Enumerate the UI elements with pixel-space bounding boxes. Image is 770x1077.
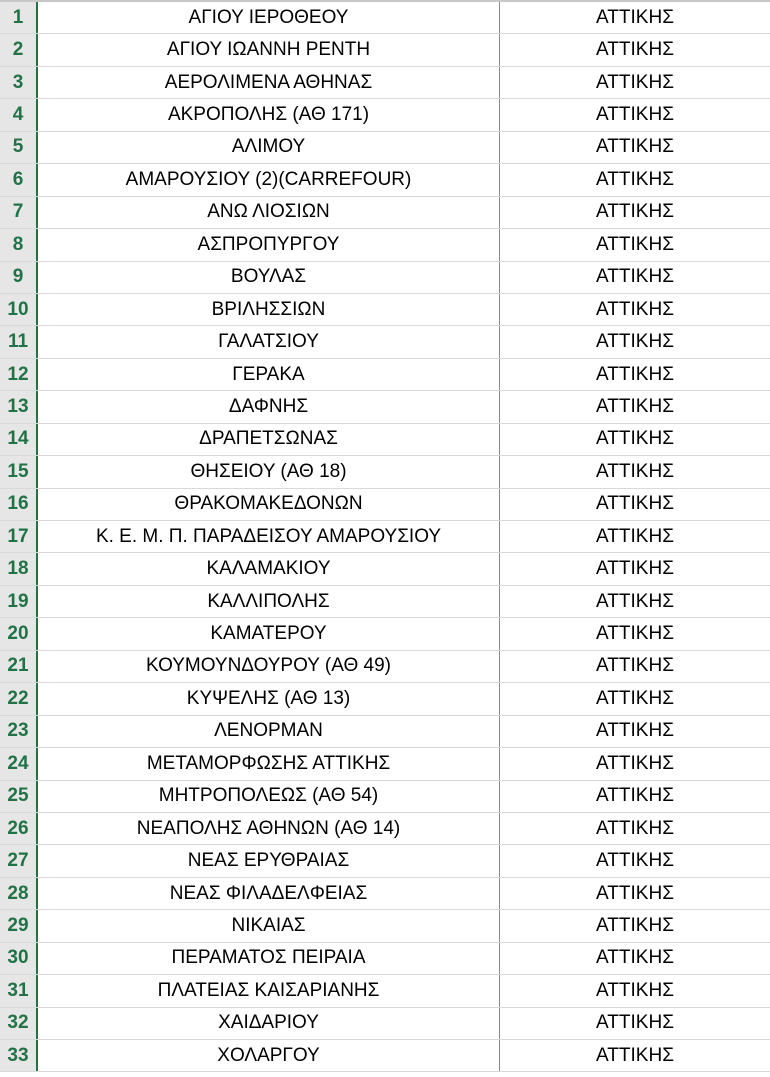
row-header[interactable]: 8 <box>0 229 38 260</box>
cell-station-name[interactable]: ΓΑΛΑΤΣΙΟΥ <box>38 326 500 357</box>
table-row <box>0 1040 770 1072</box>
row-header[interactable]: 6 <box>0 164 38 195</box>
cell-station-name[interactable]: ΘΡΑΚΟΜΑΚΕΔΟΝΩΝ <box>38 489 500 520</box>
cell-station-name[interactable]: ΚΑΛΑΜΑΚΙΟΥ <box>38 553 500 584</box>
cell-station-name[interactable]: ΠΛΑΤΕΙΑΣ ΚΑΙΣΑΡΙΑΝΗΣ <box>38 975 500 1006</box>
cell-region[interactable]: ΑΤΤΙΚΗΣ <box>596 720 674 742</box>
cell-station-name[interactable]: ΑΣΠΡΟΠΥΡΓΟΥ <box>38 229 500 260</box>
row-header[interactable]: 31 <box>0 975 38 1006</box>
cell-station-name[interactable]: ΘΗΣΕΙΟΥ (ΑΘ 18) <box>38 456 500 487</box>
table-row <box>0 359 770 391</box>
row-header[interactable]: 13 <box>0 391 38 422</box>
table-row <box>0 99 770 131</box>
row-header[interactable]: 28 <box>0 878 38 909</box>
table-row <box>0 424 770 456</box>
cell-station-name[interactable]: ΑΚΡΟΠΟΛΗΣ (ΑΘ 171) <box>38 99 500 130</box>
row-header[interactable]: 14 <box>0 424 38 455</box>
cell-station-name[interactable]: ΝΙΚΑΙΑΣ <box>38 910 500 941</box>
cell-station-name[interactable]: ΚΟΥΜΟΥΝΔΟΥΡΟΥ (ΑΘ 49) <box>38 651 500 682</box>
cell-region[interactable]: ΑΤΤΙΚΗΣ <box>596 298 674 320</box>
table-row <box>0 294 770 326</box>
cell-station-name[interactable]: ΔΑΦΝΗΣ <box>38 391 500 422</box>
table-row <box>0 229 770 261</box>
table-row <box>0 910 770 942</box>
cell-region[interactable]: ΑΤΤΙΚΗΣ <box>596 493 674 515</box>
row-header[interactable]: 15 <box>0 456 38 487</box>
row-header[interactable]: 16 <box>0 489 38 520</box>
row-header[interactable]: 27 <box>0 845 38 876</box>
cell-station-name[interactable]: ΑΜΑΡΟΥΣΙΟΥ (2)(CARREFOUR) <box>38 164 500 195</box>
cell-region[interactable]: ΑΤΤΙΚΗΣ <box>596 752 674 774</box>
table-row <box>0 132 770 164</box>
cell-region[interactable]: ΑΤΤΙΚΗΣ <box>596 233 674 255</box>
table-row <box>0 618 770 650</box>
row-header[interactable]: 20 <box>0 618 38 649</box>
row-header[interactable]: 30 <box>0 943 38 974</box>
row-header[interactable]: 21 <box>0 651 38 682</box>
row-header[interactable]: 25 <box>0 781 38 812</box>
table-row <box>0 197 770 229</box>
table-row <box>0 1008 770 1040</box>
cell-station-name[interactable]: ΠΕΡΑΜΑΤΟΣ ΠΕΙΡΑΙΑ <box>38 943 500 974</box>
cell-region[interactable]: ΑΤΤΙΚΗΣ <box>596 525 674 547</box>
row-header[interactable]: 24 <box>0 748 38 779</box>
table-row <box>0 34 770 66</box>
cell-region[interactable]: ΑΤΤΙΚΗΣ <box>596 363 674 385</box>
cell-region[interactable]: ΑΤΤΙΚΗΣ <box>596 655 674 677</box>
table-row <box>0 781 770 813</box>
cell-region[interactable]: ΑΤΤΙΚΗΣ <box>596 39 674 61</box>
table-row <box>0 716 770 748</box>
row-header[interactable]: 18 <box>0 553 38 584</box>
cell-region[interactable]: ΑΤΤΙΚΗΣ <box>596 817 674 839</box>
table-row <box>0 67 770 99</box>
cell-region[interactable]: ΑΤΤΙΚΗΣ <box>596 882 674 904</box>
row-header[interactable]: 1 <box>0 2 38 33</box>
table-row <box>0 521 770 553</box>
cell-station-name[interactable]: ΓΕΡΑΚΑ <box>38 359 500 390</box>
table-row <box>0 2 770 34</box>
cell-region[interactable]: ΑΤΤΙΚΗΣ <box>596 850 674 872</box>
table-row <box>0 553 770 585</box>
cell-region[interactable]: ΑΤΤΙΚΗΣ <box>596 1044 674 1066</box>
table-row <box>0 878 770 910</box>
row-header[interactable]: 19 <box>0 586 38 617</box>
table-row <box>0 586 770 618</box>
cell-station-name[interactable]: Κ. Ε. Μ. Π. ΠΑΡΑΔΕΙΣΟΥ ΑΜΑΡΟΥΣΙΟΥ <box>38 521 500 552</box>
cell-region[interactable]: ΑΤΤΙΚΗΣ <box>596 590 674 612</box>
row-header[interactable]: 32 <box>0 1008 38 1039</box>
row-header[interactable]: 9 <box>0 262 38 293</box>
cell-station-name[interactable]: ΝΕΑΠΟΛΗΣ ΑΘΗΝΩΝ (ΑΘ 14) <box>38 813 500 844</box>
table-row <box>0 651 770 683</box>
cell-station-name[interactable]: ΜΕΤΑΜΟΡΦΩΣΗΣ ΑΤΤΙΚΗΣ <box>38 748 500 779</box>
cell-region[interactable]: ΑΤΤΙΚΗΣ <box>596 460 674 482</box>
cell-station-name[interactable]: ΧΟΛΑΡΓΟΥ <box>38 1040 500 1071</box>
cell-region[interactable]: ΑΤΤΙΚΗΣ <box>596 136 674 158</box>
row-header[interactable]: 23 <box>0 716 38 747</box>
row-header[interactable]: 22 <box>0 683 38 714</box>
cell-region[interactable]: ΑΤΤΙΚΗΣ <box>596 201 674 223</box>
row-header[interactable]: 2 <box>0 34 38 65</box>
cell-station-name[interactable]: ΝΕΑΣ ΕΡΥΘΡΑΙΑΣ <box>38 845 500 876</box>
row-header[interactable]: 3 <box>0 67 38 98</box>
cell-station-name[interactable]: ΧΑΙΔΑΡΙΟΥ <box>38 1008 500 1039</box>
table-row <box>0 489 770 521</box>
cell-station-name[interactable]: ΜΗΤΡΟΠΟΛΕΩΣ (ΑΘ 54) <box>38 781 500 812</box>
cell-region[interactable]: ΑΤΤΙΚΗΣ <box>596 266 674 288</box>
cell-station-name[interactable]: ΑΓΙΟΥ ΙΕΡΟΘΕΟΥ <box>38 2 500 33</box>
table-row <box>0 456 770 488</box>
row-header[interactable]: 5 <box>0 132 38 163</box>
row-header[interactable]: 26 <box>0 813 38 844</box>
cell-station-name[interactable]: ΑΓΙΟΥ ΙΩΑΝΝΗ ΡΕΝΤΗ <box>38 34 500 65</box>
cell-station-name[interactable]: ΑΛΙΜΟΥ <box>38 132 500 163</box>
cell-station-name[interactable]: ΚΑΜΑΤΕΡΟΥ <box>38 618 500 649</box>
cell-region[interactable]: ΑΤΤΙΚΗΣ <box>596 71 674 93</box>
cell-region[interactable]: ΑΤΤΙΚΗΣ <box>596 331 674 353</box>
table-row <box>0 391 770 423</box>
cell-region[interactable]: ΑΤΤΙΚΗΣ <box>596 428 674 450</box>
row-header[interactable]: 29 <box>0 910 38 941</box>
cell-region[interactable]: ΑΤΤΙΚΗΣ <box>596 558 674 580</box>
cell-station-name[interactable]: ΚΑΛΛΙΠΟΛΗΣ <box>38 586 500 617</box>
cell-station-name[interactable]: ΚΥΨΕΛΗΣ (ΑΘ 13) <box>38 683 500 714</box>
row-header[interactable]: 33 <box>0 1040 38 1071</box>
row-header[interactable]: 7 <box>0 197 38 228</box>
table-row <box>0 975 770 1007</box>
cell-region[interactable]: ΑΤΤΙΚΗΣ <box>596 947 674 969</box>
cell-station-name[interactable]: ΔΡΑΠΕΤΣΩΝΑΣ <box>38 424 500 455</box>
row-header[interactable]: 10 <box>0 294 38 325</box>
row-header[interactable]: 11 <box>0 326 38 357</box>
cell-station-name[interactable]: ΑΝΩ ΛΙΟΣΙΩΝ <box>38 197 500 228</box>
spreadsheet-grid <box>0 2 770 1072</box>
cell-station-name[interactable]: ΒΡΙΛΗΣΣΙΩΝ <box>38 294 500 325</box>
table-row <box>0 845 770 877</box>
cell-station-name[interactable]: ΝΕΑΣ ΦΙΛΑΔΕΛΦΕΙΑΣ <box>38 878 500 909</box>
cell-region[interactable]: ΑΤΤΙΚΗΣ <box>596 623 674 645</box>
table-row <box>0 813 770 845</box>
cell-region[interactable]: ΑΤΤΙΚΗΣ <box>596 395 674 417</box>
cell-region[interactable]: ΑΤΤΙΚΗΣ <box>596 979 674 1001</box>
cell-region[interactable]: ΑΤΤΙΚΗΣ <box>596 914 674 936</box>
table-row <box>0 262 770 294</box>
cell-region[interactable]: ΑΤΤΙΚΗΣ <box>596 687 674 709</box>
cell-station-name[interactable]: ΛΕΝΟΡΜΑΝ <box>38 716 500 747</box>
cell-region[interactable]: ΑΤΤΙΚΗΣ <box>596 785 674 807</box>
cell-station-name[interactable]: ΑΕΡΟΛΙΜΕΝΑ ΑΘΗΝΑΣ <box>38 67 500 98</box>
row-header[interactable]: 17 <box>0 521 38 552</box>
row-header[interactable]: 4 <box>0 99 38 130</box>
cell-region[interactable]: ΑΤΤΙΚΗΣ <box>596 1012 674 1034</box>
cell-region[interactable]: ΑΤΤΙΚΗΣ <box>596 104 674 126</box>
cell-station-name[interactable]: ΒΟΥΛΑΣ <box>38 262 500 293</box>
table-row <box>0 326 770 358</box>
cell-region[interactable]: ΑΤΤΙΚΗΣ <box>596 6 674 28</box>
cell-region[interactable]: ΑΤΤΙΚΗΣ <box>596 168 674 190</box>
row-header[interactable]: 12 <box>0 359 38 390</box>
table-row <box>0 748 770 780</box>
table-row <box>0 683 770 715</box>
table-row <box>0 164 770 196</box>
table-row <box>0 943 770 975</box>
